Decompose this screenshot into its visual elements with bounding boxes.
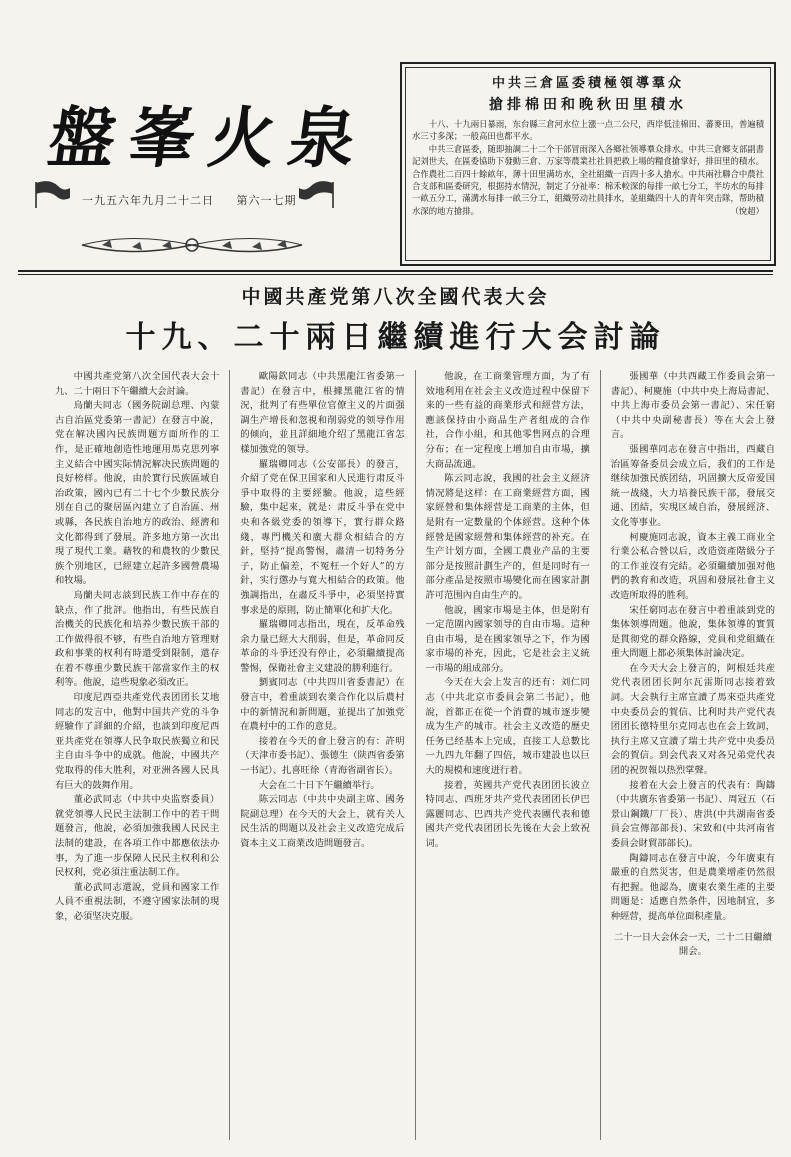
red-flag-icon — [32, 180, 72, 208]
headline-main: 十九、二十兩日繼續進行大会討論 — [125, 320, 666, 355]
issue-date: 一九五六年九月二十二日 — [82, 194, 214, 207]
article-paragraph: 董必武同志還說，党員和國家工作人員不重視法制，不遵守國家法制的現象，必須坚决克服。 — [55, 881, 220, 922]
article-paragraph: 在今天大会上發言的，阿根廷共産党代表团团长阿尔瓦雷斯同志接着致詞。大会執行主席宣讀了馬來亞共產党中央委员会的賀信、比利时共产党代表团团长德特里尔克同志也在会上致詞，执行主席又宣讀了瑞士共产党中央委员会的賀信。到会代表又对各兄弟党代表团的祝贺報以热烈掌聲。 — [610, 662, 775, 777]
article-column-4 — [611, 370, 775, 1140]
article-paragraph: 烏蘭夫同志談到民族工作中存在的缺点，作了批評。他指出，有些民族自治機关的民族化和培养少數民族干部的工作做得很不够，有些自治地方管理财政和事業的权利有時還受到限制，還存在着不尊重少數民族干部當家作主的权利等。他說，這些現象必須改正。 — [55, 589, 220, 689]
red-flag-icon — [297, 180, 337, 208]
column-separator — [229, 370, 230, 1140]
box-credit: （悅超） — [730, 206, 764, 217]
article-paragraph: 他說，國家市場是主体，但是附有一定范圍內國家领导的自由市場。這种自由市場，是在國家领导之下，作为國家市場的补充，因此，它是社会主义統一市場的組成部分。 — [425, 604, 590, 674]
article-paragraph: 中國共產党第八次全国代表大会十九、二十兩日下午繼續大会討論。 — [55, 371, 220, 397]
wreath-ornament-icon — [72, 230, 312, 260]
box-subtitle: 搶排棉田和晚秋田里積水 — [489, 97, 687, 113]
article-column-3 — [426, 370, 590, 1140]
column-separator — [600, 370, 601, 1140]
article-paragraph: 陈云同志（中共中央副主席、國务院副总理）在今天的大会上，就有关人民生活的問題以及社会主义改造完成后資本主义工商業改造問題發言。 — [240, 794, 405, 849]
headline-kicker: 中國共產党第八次全國代表大会 — [241, 286, 550, 308]
article-body — [55, 370, 775, 1140]
article-paragraph: 羅瑞卿同志指出，現在，反革命残余力量已經大大削弱，但是，革命同反革命的斗爭还没有停止，必須繼續提高警惕，保衛社會主义建設的勝利進行。 — [240, 619, 405, 674]
article-paragraph: 張國華同志在發言中指出，西藏自治區筹备委员会成立后，我们的工作是继续加強民族团结，巩固擴大反帝爱国統一战綫，大力培養民族干部，發展交通、团結，实現区域自治，發展經济、文化等事业。 — [610, 443, 775, 528]
column-separator — [415, 370, 416, 1140]
article-paragraph: 陶鑄同志在發言中說，今年廣東有嚴重的自然災害，但是農業增產仍然很有把握。他認為，廣東农業生產的主要問題是：适應自然条件，因地制宜，多种經营，提高单位面积產量。 — [610, 852, 775, 922]
article-paragraph: 歐陽欽同志（中共黑龍江省委第一書記）在發言中，根據黑龍江省的情況，批判了有些單位官僚主义的片面强調生产增長和忽視和削弱党的领导作用的倾向，並且詳細地介绍了黑龍江省怎樣加強党的领导。 — [240, 371, 405, 455]
article-paragraph: 張國華（中共西藏工作委員会第一書記）、柯慶施（中共中央上海局書記、中共上海市委员会第一書記）、宋任窮（中共中央副秘書長）等在大会上發言。 — [610, 371, 775, 441]
article-paragraph: 今天在大会上发言的还有：刘仁同志（中共北京市委員会第二书記），他說，首都正在從一个消費的城市逐步變成为生产的城市。社会主义改造的歷史任务已经基本上完成，直接工人总數比一九四九年翻了四倍，城市建設也以巨大的規模和速度进行着。 — [425, 677, 590, 777]
article-paragraph: 烏蘭夫同志（國务院副总理、內蒙古自治區党委第一書記）在發言中說，党在解决國內民族問題方面所作的工作，是正確地創造性地運用馬克思列寧主义結合中國实际情況解决民族問題的良好榜样。他說，由於實行民族區域自治政策，國內已有二十七个少數民族分別在自己的聚居區內建立了自治區、州或縣，各民族自治地方的政治、經濟和文化都得到了發展。許多地方第一次出現了現代工業。藉牧的和農牧的少數民族个別地区，已經建立起許多國營農場和牧場。 — [55, 400, 220, 587]
article-paragraph: 接着在今天的會上發言的有：許明（天津市委书記）、張德生（陕西省委第一书記）、扎喜旺徐（青海省副省长）。 — [240, 735, 405, 777]
article-paragraph: 陈云同志說，我國的社会主义經济情况將是这样：在工商業經营方面，國家經營和集体經营是工商業的主体，但是附有一定數量的个体經营。这种个体經營是國家經營和集体經营的补充。在生产计划方面，全國工農业产品的主要部分是按照計劃生产的，但是同时有一部分產品是按照市場變化而在國家計劃許可范围內自由生产的。 — [425, 473, 590, 601]
issue-number: 第六一七期 — [236, 194, 297, 207]
article-paragraph: 他說，在工商業管理方面，为了有效地利用在社会主义改造过程中保留下来的一些有益的商業形式和經营方法，應該保持由小商品生产者组成的合作社，合作小組，和其他零售网点的合理分布；在一定程度上增加自由市場，擴大商品流通。 — [425, 371, 590, 470]
article-paragraph: 羅瑞卿同志（公安部長）的發言，介紹了党在保卫国家和人民進行肃反斗爭中取得的主要經驗。他說，這些經驗，集中起來，就是：肃反斗爭在党中央和各級党委的領導下，實行群众路綫，專門機关和廣大群众相結合的方針，堅持“提高警惕，肅清一切特务分子，防止偏差，不冤枉一个好人”的方針，实行懲办与寬大相結合的政策。他強調指出，在肅反斗爭中，必須坚持實事求是的原則，防止簡單化和扩大化。 — [240, 458, 405, 616]
box-title: 中共三倉區委積極領導羣众 — [491, 76, 684, 91]
article-paragraph: 印度尼西亞共產党代表团团长艾地同志的发言中，他對中国共产党的斗争經驗作了詳細的介紹，也談到印度尼西亚共產党在領導人民争取民族獨立和民主自由斗争中的成就。他說，中國共产党取得的伟大胜利，对亚洲各國人民具有巨大的鼓舞作用。 — [55, 692, 220, 791]
article-paragraph: 接着在大会上發言的代表有：陶鑄（中共廣东省委第一书記）、周冠五（石景山鋼鐵厂厂長）、唐洪(中共湖南省委員会宣傳部部長)、宋致和(中共河南省委員会財貿部部长)。 — [610, 779, 775, 849]
article-paragraph: 柯慶施同志說，資本主義工商业全行業公私合營以后，改造资產階級分子的工作並沒有完結。必須繼續加强对他們的教育和改造，巩固和發展社會主义改造所取得的胜利。 — [610, 531, 775, 601]
article-paragraph: 劉賓同志（中共四川省委書記）在發言中，着重談到农業合作化以后農村中的新情況和新問題，並提出了加強党在農村中的工作的意見。 — [240, 677, 405, 733]
divider — [18, 274, 773, 275]
divider — [18, 270, 773, 272]
box-paragraph: 中共三倉區委，随即抽調二十二个干部冒雨深入各鄉社领導羣众排水。中共三倉鄉支部副書記刘世夫，在區委協助下發動三倉、万家等農業社社員把救上場的糧食搶掌好，排田里的積水。合作農社二百四十餘畝年，薄十田里满坊水，全社組織一百四十多人搶水。中共兩社聯合中農社合支部和區委研究，根据持水情況，制定了分祉率：棉禾較深的每排一畝七分工，半坊水的每排一畝五分工，滿溝水每排一畝三分工，組織勞动社員排水，並組織四十人的青年突击隊，帮助積水深的地方搶排。 — [412, 143, 764, 216]
closing-note: 二十一日大会休会一天，二十二日繼續開会。 — [613, 931, 772, 958]
article-column-2 — [240, 370, 404, 1140]
masthead-dateline — [82, 192, 315, 208]
article-paragraph: 接着，英國共产党代表团团长波立特同志、西班牙共产党代表团团长伊巴露麗同志、巴西共产党代表團代表和德國共产党代表团团长先後在大会上致祝词。 — [425, 779, 590, 849]
article-paragraph: 宋任窮同志在發言中着重談到党的集体领導問題。他說，集体領導的實質是貫彻党的群众路線，党員和党組織在重大問題上都必须集体討論决定。 — [610, 604, 775, 660]
news-box — [400, 62, 776, 266]
masthead — [22, 40, 375, 260]
article-paragraph: 董必武同志（中共中央监察委員）就党領導人民民主法制工作中的若干問題發言，他說，必須加強我國人民民主法制的建設，在各項工作中都應依法办事，为了進一步保障人民民主权利和公民权利，党必須注重法制工作。 — [55, 794, 220, 879]
masthead-title: 盤峯火泉 — [43, 99, 375, 177]
article-paragraph: 大会在二十日下午繼續举行。 — [258, 779, 380, 791]
box-paragraph: 十八、十九兩日暴雨，东台縣三倉河水位上漲一点二公尺，西岸低洼棉田、蕃麥田，普遍積水三寸多深；一般高田也都平水。 — [412, 119, 764, 142]
article-column-1 — [55, 370, 219, 1140]
box-body — [412, 118, 764, 217]
